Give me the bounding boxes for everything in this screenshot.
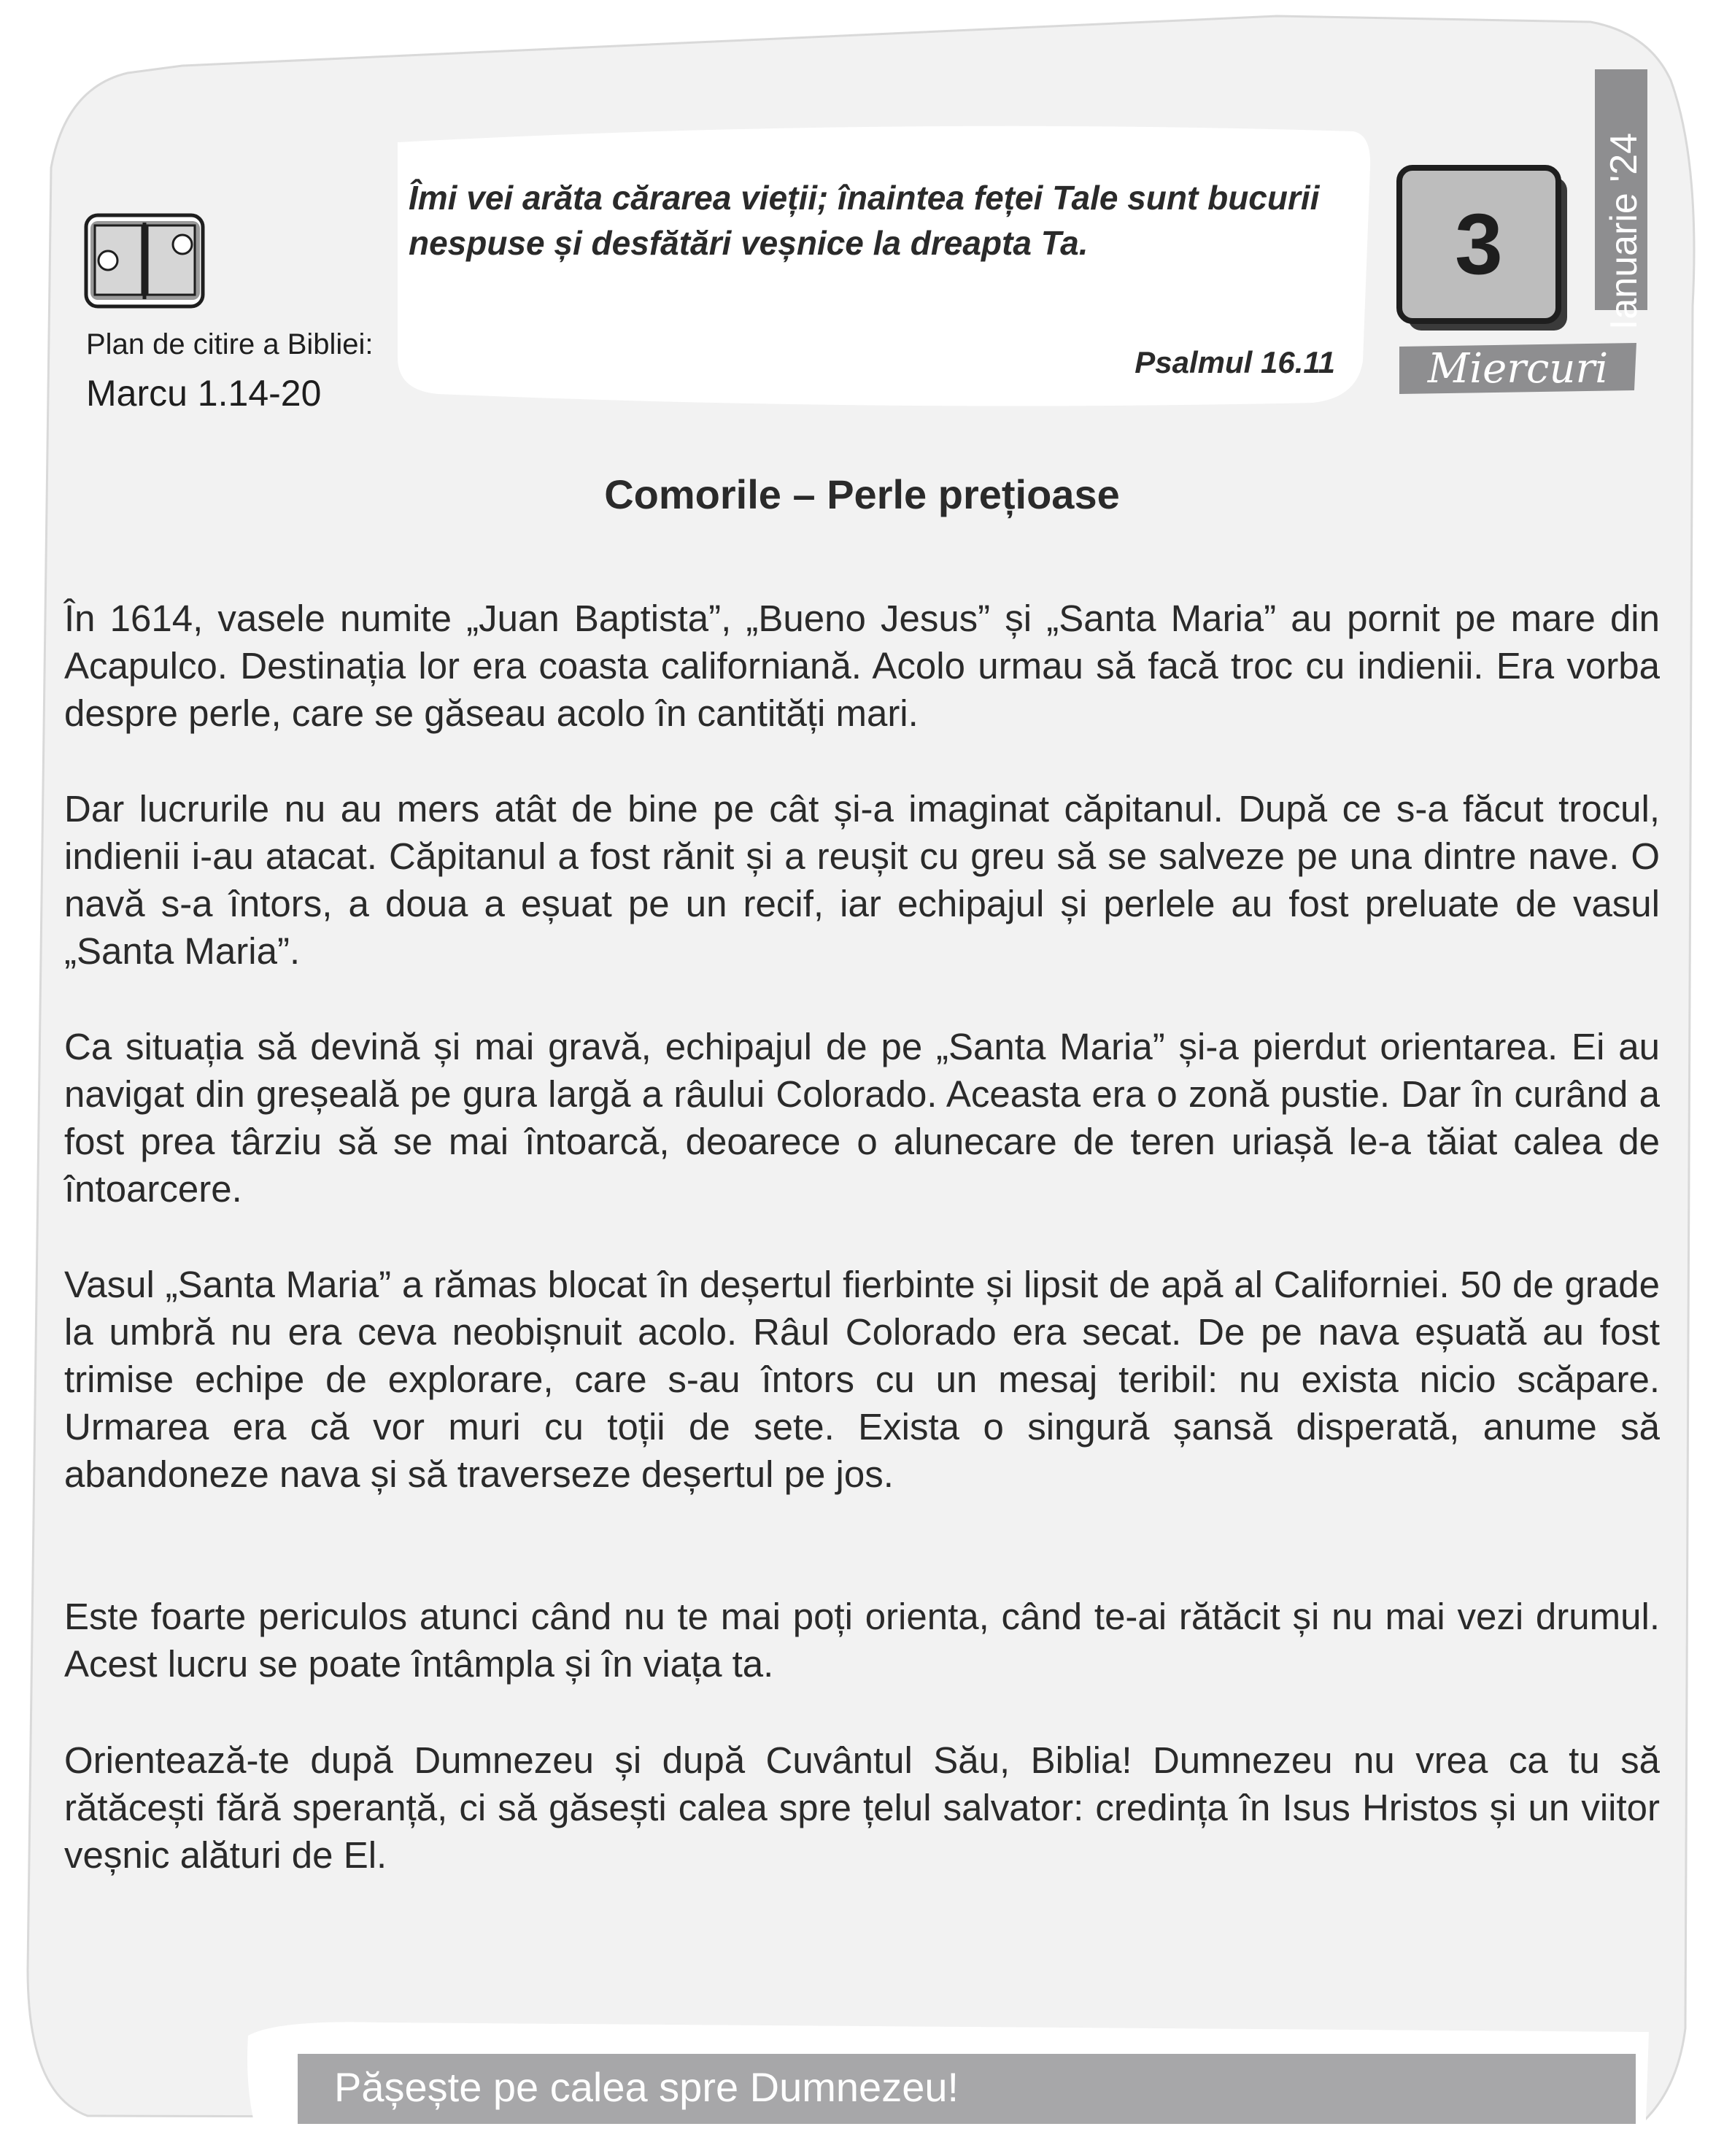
date-weekday: Miercuri	[1427, 344, 1609, 393]
paragraph-6: Orientează-te după Dumnezeu și după Cuvântul Său, Biblia! Dumnezeu nu vrea ca tu să rătăcești fără speranță, ci să găsești calea spre țelul salvator: credința în Isus Hristos și un viitor veșnic alături de El.	[64, 1739, 1660, 1876]
page-title: Comorile – Perle prețioase	[604, 471, 1120, 517]
verse-text: Îmi vei arăta cărarea vieții; înaintea feței Tale sunt bucurii nespuse și desfătări veșnice la dreapta Ta.	[409, 179, 1320, 262]
date-day: 3	[1455, 196, 1503, 293]
paragraph-3: Ca situația să devină și mai gravă, echipajul de pe „Santa Maria” și-a pierdut orientarea. Ei au navigat din greșeală pe gura largă a râului Colorado. Aceasta era o zonă pustie. Dar în curând a fost prea târziu să se mai întoarcă, deoarece o alunecare de teren uriașă le-a tăiat calea de întoarcere.	[64, 1026, 1660, 1210]
date-month: Ianuarie '24	[1603, 132, 1645, 331]
paragraph-4: Vasul „Santa Maria” a rămas blocat în deșertul fierbinte și lipsit de apă al Californiei. 50 de grade la umbră nu era ceva neobișnuit acolo. Râul Colorado era secat. De pe nava eșuată au fost trimise echipe de explorare, care s-au întors cu un mesaj teribil: nu exista nicio scăpare. Urmarea era că vor muri cu toții de sete. Exista o singură șansă disperată, anume să abandoneze nava și să traverseze deșertul pe jos.	[64, 1264, 1660, 1495]
verse-reference: Psalmul 16.11	[1134, 345, 1335, 379]
reading-plan-label: Plan de citire a Bibliei:	[86, 328, 374, 360]
paragraph-2: Dar lucrurile nu au mers atât de bine pe cât și-a imaginat căpitanul. După ce s-a făcut trocul, indienii i-au atacat. Căpitanul a fost rănit și a reușit cu greu să se salveze pe una dintre nave. O navă s-a întors, a doua a eșuat pe un recif, iar echipajul și perlele au fost preluate de vasul „Santa Maria”.	[64, 788, 1660, 972]
footer-motto: Pășește pe calea spre Dumnezeu!	[334, 2064, 959, 2110]
open-bible-icon	[80, 208, 215, 314]
reading-plan-reference: Marcu 1.14-20	[86, 373, 322, 414]
paragraph-1: În 1614, vasele numite „Juan Baptista”, „Bueno Jesus” și „Santa Maria” au pornit pe mare din Acapulco. Destinația lor era coasta californiană. Acolo urmau să facă troc cu indienii. Era vorba despre perle, care se găseau acolo în cantități mari.	[64, 598, 1660, 734]
paragraph-5: Este foarte periculos atunci când nu te mai poți orienta, când te-ai rătăcit și nu mai vezi drumul. Acest lucru se poate întâmpla și în viața ta.	[64, 1596, 1660, 1685]
